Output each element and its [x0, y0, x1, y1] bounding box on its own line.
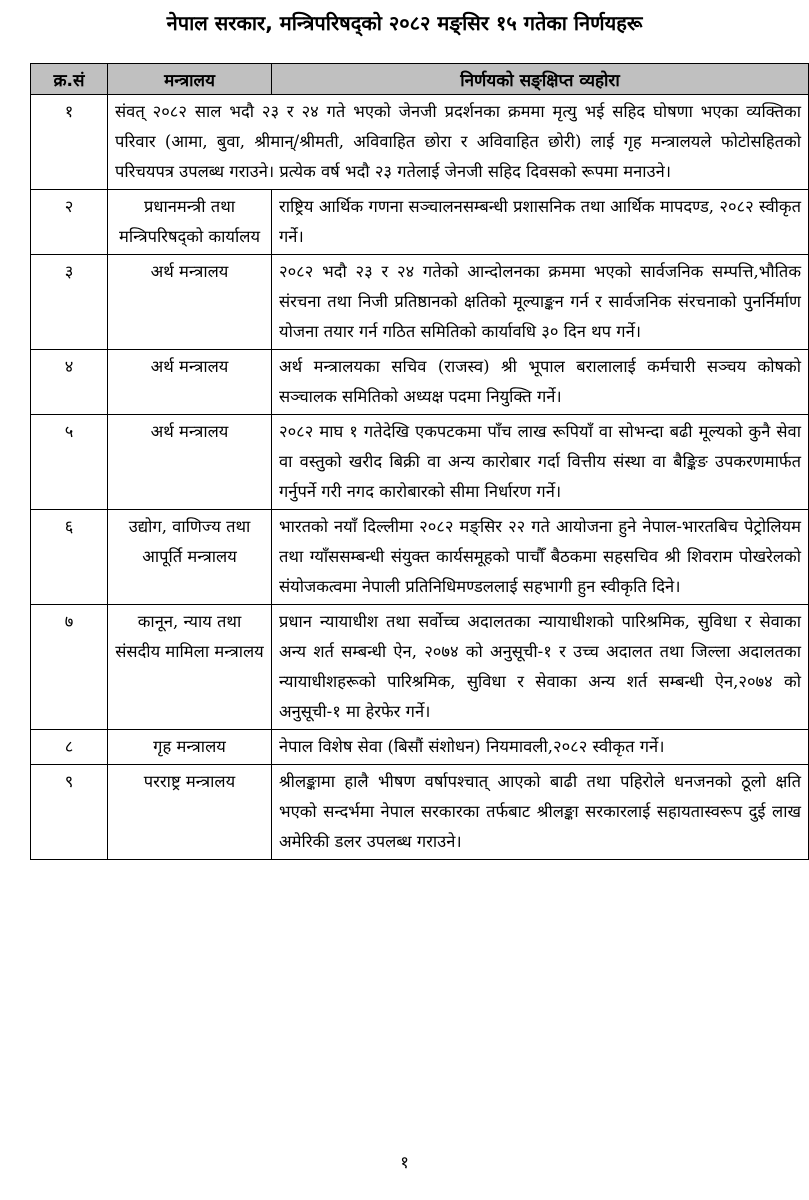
table-row	[31, 95, 809, 190]
table-row	[31, 415, 809, 510]
row-ministry: परराष्ट्र मन्त्रालय	[108, 765, 272, 860]
header-summary: निर्णयको सङ्क्षिप्त व्यहोरा	[272, 64, 809, 95]
row-decision-text: संवत् २०८२ साल भदौ २३ र २४ गते भएको जेनजी प्रदर्शनका क्रममा मृत्यु भई सहिद घोषणा भएका व्यक्तिका परिवार (आमा, बुवा, श्रीमान्/श्रीमती, अविवाहित छोरा र अविवाहित छोरी) लाई गृह मन्त्रालयले फोटोसहितको परिचयपत्र उपलब्ध गराउने। प्रत्येक वर्ष भदौ २३ गतेलाई जेनजी सहिद दिवसको रूपमा मनाउने।	[108, 95, 809, 190]
row-ministry: गृह मन्त्रालय	[108, 730, 272, 765]
row-serial: ५	[31, 415, 108, 510]
decisions-table	[30, 63, 809, 860]
row-decision-text: अर्थ मन्त्रालयका सचिव (राजस्व) श्री भूपाल बरालालाई कर्मचारी सञ्चय कोषको सञ्चालक समितिको अध्यक्ष पदमा नियुक्ति गर्ने।	[272, 350, 809, 415]
row-serial: ९	[31, 765, 108, 860]
row-serial: ७	[31, 605, 108, 730]
header-serial: क्र.सं	[31, 64, 108, 95]
row-ministry: अर्थ मन्त्रालय	[108, 255, 272, 350]
table-row	[31, 190, 809, 255]
table-row	[31, 765, 809, 860]
table-header-row	[31, 64, 809, 95]
row-serial: १	[31, 95, 108, 190]
row-serial: ३	[31, 255, 108, 350]
row-serial: ६	[31, 510, 108, 605]
row-ministry: अर्थ मन्त्रालय	[108, 350, 272, 415]
table-row	[31, 605, 809, 730]
row-serial: ४	[31, 350, 108, 415]
row-ministry: अर्थ मन्त्रालय	[108, 415, 272, 510]
header-ministry: मन्त्रालय	[108, 64, 272, 95]
page-title: नेपाल सरकार, मन्त्रिपरिषद्को २०८२ मङ्सिर १५ गतेका निर्णयहरू	[166, 11, 643, 35]
page-number: १	[400, 1153, 409, 1173]
row-serial: २	[31, 190, 108, 255]
table-row	[31, 730, 809, 765]
row-ministry: उद्योग, वाणिज्य तथा आपूर्ति मन्त्रालय	[108, 510, 272, 605]
row-decision-text: २०८२ माघ १ गतेदेखि एकपटकमा पाँच लाख रूपियाँ वा सोभन्दा बढी मूल्यको कुनै सेवा वा वस्तुको खरीद बिक्री वा अन्य कारोबार गर्दा वित्तीय संस्था वा बैङ्किङ उपकरणमार्फत गर्नुपर्ने गरी नगद कारोबारको सीमा निर्धारण गर्ने।	[272, 415, 809, 510]
table-row	[31, 510, 809, 605]
row-decision-text: नेपाल विशेष सेवा (बिसौं संशोधन) नियमावली,२०८२ स्वीकृत गर्ने।	[272, 730, 809, 765]
row-ministry: प्रधानमन्त्री तथा मन्त्रिपरिषद्को कार्यालय	[108, 190, 272, 255]
row-decision-text: २०८२ भदौ २३ र २४ गतेको आन्दोलनका क्रममा भएको सार्वजनिक सम्पत्ति,भौतिक संरचना तथा निजी प्रतिष्ठानको क्षतिको मूल्याङ्कन गर्न र सार्वजनिक संरचनाको पुनर्निर्माण योजना तयार गर्न गठित समितिको कार्यावधि ३० दिन थप गर्ने।	[272, 255, 809, 350]
row-decision-text: प्रधान न्यायाधीश तथा सर्वोच्च अदालतका न्यायाधीशको पारिश्रमिक, सुविधा र सेवाका अन्य शर्त सम्बन्धी ऐन, २०७४ को अनुसूची-१ र उच्च अदालत तथा जिल्ला अदालतका न्यायाधीशहरूको पारिश्रमिक, सुविधा र सेवाका अन्य शर्त सम्बन्धी ऐन,२०७४ को अनुसूची-१ मा हेरफेर गर्ने।	[272, 605, 809, 730]
row-ministry: कानून, न्याय तथा संसदीय मामिला मन्त्रालय	[108, 605, 272, 730]
row-decision-text: राष्ट्रिय आर्थिक गणना सञ्चालनसम्बन्धी प्रशासनिक तथा आर्थिक मापदण्ड, २०८२ स्वीकृत गर्ने।	[272, 190, 809, 255]
row-serial: ८	[31, 730, 108, 765]
table-row	[31, 350, 809, 415]
table-row	[31, 255, 809, 350]
row-decision-text: भारतको नयाँ दिल्लीमा २०८२ मङ्सिर २२ गते आयोजना हुने नेपाल-भारतबिच पेट्रोलियम तथा ग्याँससम्बन्धी संयुक्त कार्यसमूहको पाचौँ बैठकमा सहसचिव श्री शिवराम पोखरेलको संयोजकत्वमा नेपाली प्रतिनिधिमण्डललाई सहभागी हुन स्वीकृति दिने।	[272, 510, 809, 605]
row-decision-text: श्रीलङ्कामा हालै भीषण वर्षापश्चात् आएको बाढी तथा पहिरोले धनजनको ठूलो क्षति भएको सन्दर्भमा नेपाल सरकारका तर्फबाट श्रीलङ्का सरकारलाई सहायतास्वरूप दुई लाख अमेरिकी डलर उपलब्ध गराउने।	[272, 765, 809, 860]
